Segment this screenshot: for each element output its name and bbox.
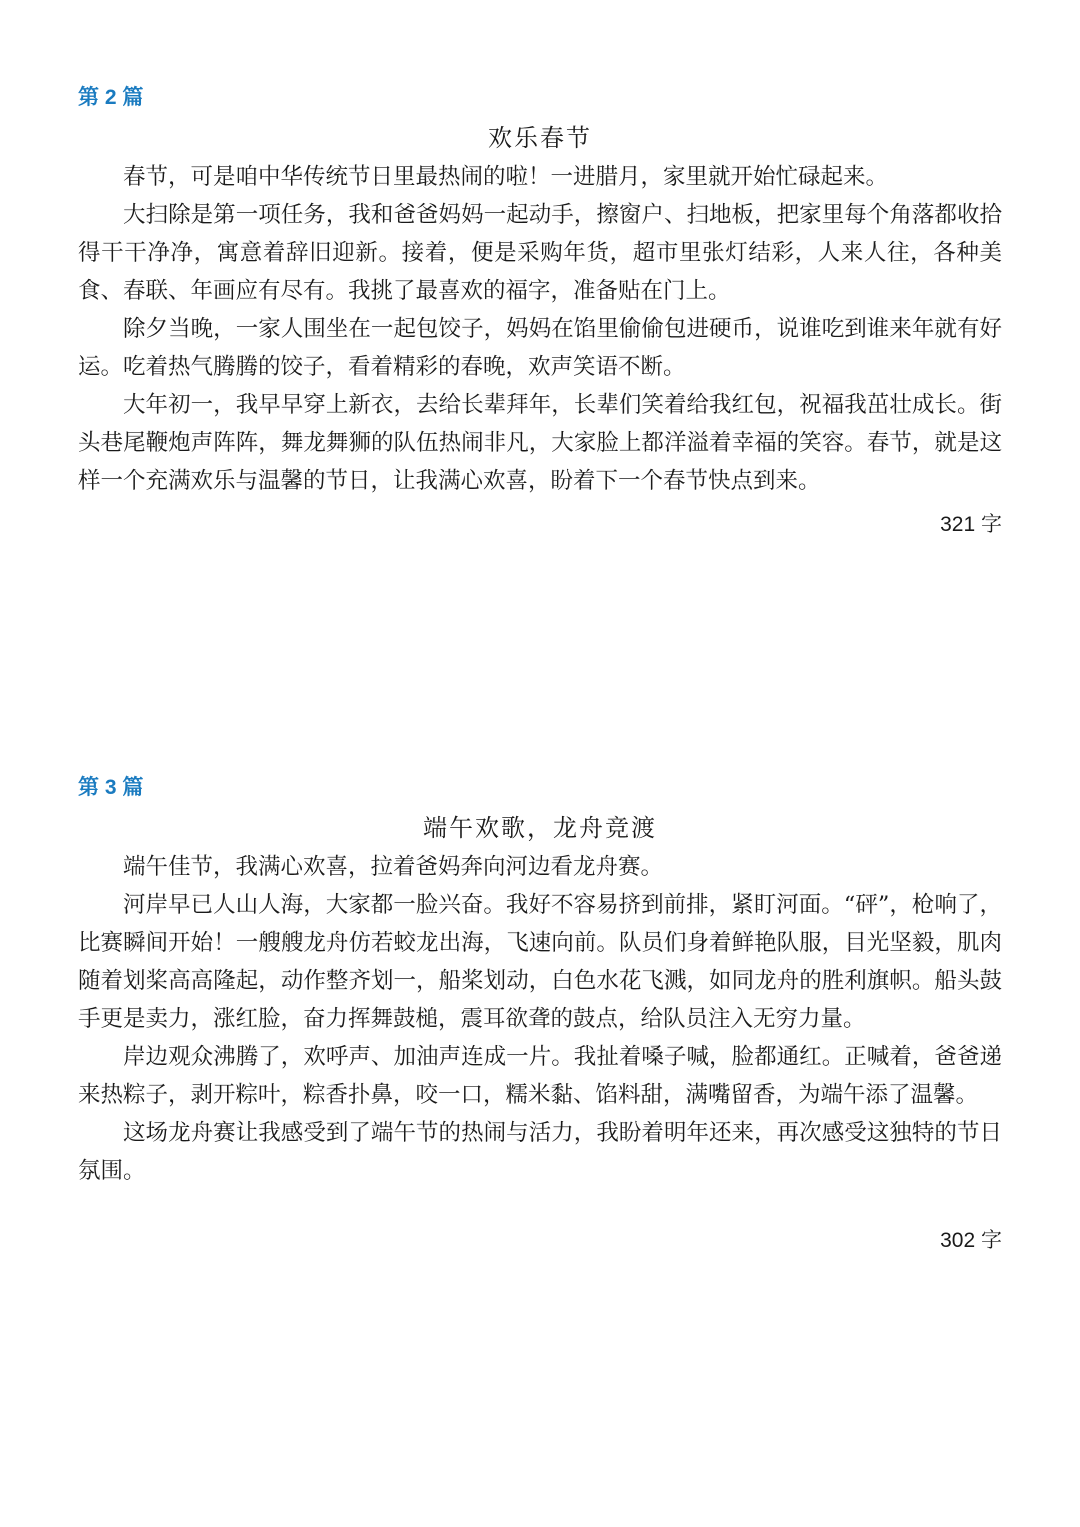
word-count: 302 字: [940, 1229, 1002, 1252]
article-label: 第 2 篇: [78, 86, 144, 109]
paragraph: 除夕当晚，一家人围坐在一起包饺子，妈妈在馅里偷偷包进硬币，说谁吃到谁来年就有好运。吃着热气腾腾的饺子，看着精彩的春晚，欢声笑语不断。: [78, 316, 1002, 380]
article-3: [78, 774, 1002, 1258]
article-body: [78, 848, 1002, 1190]
paragraph: 端午佳节，我满心欢喜，拉着爸妈奔向河边看龙舟赛。: [123, 854, 664, 880]
paragraph: 大年初一，我早早穿上新衣，去给长辈拜年，长辈们笑着给我红包，祝福我茁壮成长。街头巷尾鞭炮声阵阵，舞龙舞狮的队伍热闹非凡，大家脸上都洋溢着幸福的笑容。春节，就是这样一个充满欢乐与温馨的节日，让我满心欢喜，盼着下一个春节快点到来。: [78, 392, 1002, 494]
paragraph: 大扫除是第一项任务，我和爸爸妈妈一起动手，擦窗户、扫地板，把家里每个角落都收拾得干干净净，寓意着辞旧迎新。接着，便是采购年货，超市里张灯结彩，人来人往，各种美食、春联、年画应有尽有。我挑了最喜欢的福字，准备贴在门上。: [78, 202, 1002, 304]
article-title: 欢乐春节: [488, 124, 592, 152]
word-count: 321 字: [940, 513, 1002, 536]
paragraph: 春节，可是咱中华传统节日里最热闹的啦！一进腊月，家里就开始忙碌起来。: [123, 164, 889, 190]
article-title: 端午欢歌，龙舟竞渡: [423, 814, 657, 842]
article-2: [78, 84, 1002, 542]
article-label: 第 3 篇: [78, 776, 144, 799]
paragraph: 岸边观众沸腾了，欢呼声、加油声连成一片。我扯着嗓子喊，脸都通红。正喊着，爸爸递来热粽子，剥开粽叶，粽香扑鼻，咬一口，糯米黏、馅料甜，满嘴留香，为端午添了温馨。: [78, 1044, 1002, 1108]
paragraph: 河岸早已人山人海，大家都一脸兴奋。我好不容易挤到前排，紧盯河面。“砰”，枪响了，比赛瞬间开始！一艘艘龙舟仿若蛟龙出海，飞速向前。队员们身着鲜艳队服，目光坚毅，肌肉随着划桨高高隆起，动作整齐划一，船桨划动，白色水花飞溅，如同龙舟的胜利旗帜。船头鼓手更是卖力，涨红脸，奋力挥舞鼓槌，震耳欲聋的鼓点，给队员注入无穷力量。: [78, 892, 1002, 1032]
article-body: [78, 158, 1002, 500]
paragraph: 这场龙舟赛让我感受到了端午节的热闹与活力，我盼着明年还来，再次感受这独特的节日氛围。: [78, 1120, 1002, 1184]
